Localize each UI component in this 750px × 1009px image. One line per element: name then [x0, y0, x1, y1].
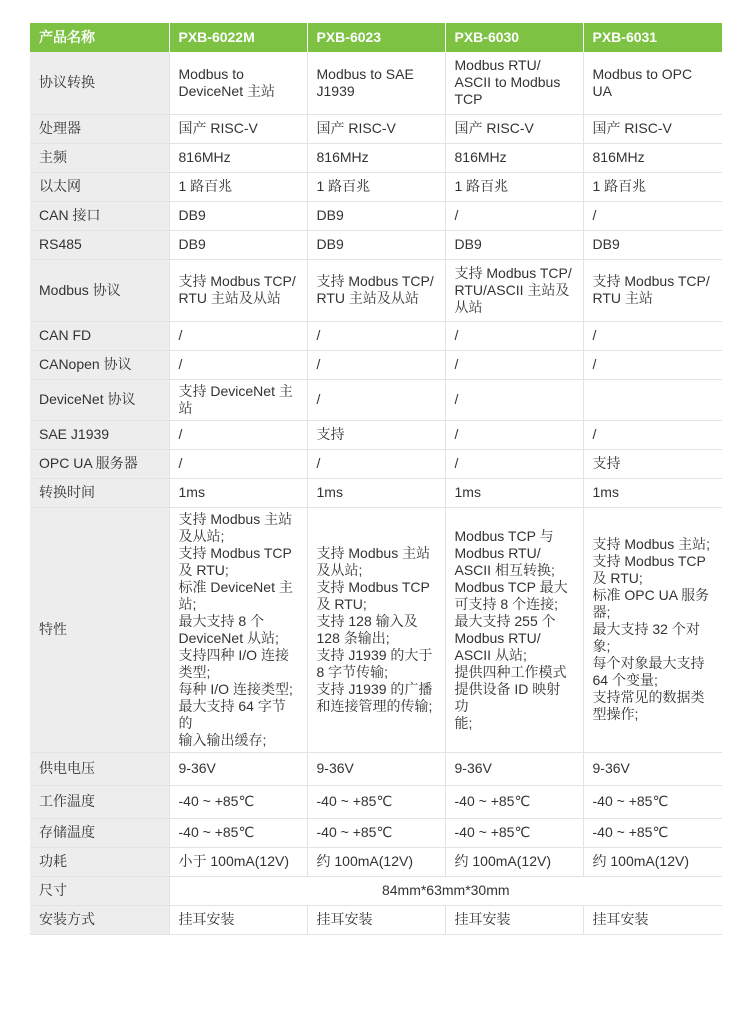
- merged-cell: 84mm*63mm*30mm: [169, 876, 722, 905]
- cell-pxb-6031: /: [583, 321, 722, 350]
- cell-pxb-6023: /: [307, 350, 445, 379]
- cell-pxb-6030: 1 路百兆: [445, 172, 583, 201]
- row-protocol-conversion: [30, 52, 722, 114]
- cell-pxb-6031: [583, 379, 722, 420]
- cell-pxb-6023: /: [307, 449, 445, 478]
- cell-pxb-6031: 约 100mA(12V): [583, 847, 722, 876]
- cell-pxb-6031: -40 ~ +85℃: [583, 785, 722, 818]
- row-ethernet: [30, 172, 722, 201]
- cell-pxb-6022m: 1 路百兆: [169, 172, 307, 201]
- row-features: [30, 507, 722, 752]
- cell-pxb-6031: 支持 Modbus 主站; 支持 Modbus TCP 及 RTU; 标准 OPC UA 服务 器; 最大支持 32 个对 象; 每个对象最大支持 64 个变量; 支持常见的数据类 型操作;: [583, 507, 722, 752]
- cell-pxb-6023: 1ms: [307, 478, 445, 507]
- row-opc-ua-server: [30, 449, 722, 478]
- row-can-interface: [30, 201, 722, 230]
- header-pxb-6022m: PXB-6022M: [169, 23, 307, 52]
- cell-pxb-6023: 挂耳安装: [307, 905, 445, 934]
- cell-pxb-6031: 支持: [583, 449, 722, 478]
- cell-pxb-6023: 约 100mA(12V): [307, 847, 445, 876]
- cell-pxb-6023: DB9: [307, 230, 445, 259]
- cell-pxb-6030: /: [445, 449, 583, 478]
- row-clock-frequency: [30, 143, 722, 172]
- cell-pxb-6022m: /: [169, 420, 307, 449]
- row-can-fd: [30, 321, 722, 350]
- cell-pxb-6022m: 小于 100mA(12V): [169, 847, 307, 876]
- row-processor: [30, 114, 722, 143]
- cell-pxb-6022m: Modbus to DeviceNet 主站: [169, 52, 307, 114]
- row-dimensions: [30, 876, 722, 905]
- cell-pxb-6030: -40 ~ +85℃: [445, 785, 583, 818]
- spec-table: [30, 23, 722, 935]
- row-mounting-method: [30, 905, 722, 934]
- row-label: CAN 接口: [30, 201, 169, 230]
- row-label: 以太网: [30, 172, 169, 201]
- row-label: 尺寸: [30, 876, 169, 905]
- row-supply-voltage: [30, 752, 722, 785]
- header-pxb-6023: PXB-6023: [307, 23, 445, 52]
- cell-pxb-6031: 1 路百兆: [583, 172, 722, 201]
- row-label: 供电电压: [30, 752, 169, 785]
- cell-pxb-6022m: -40 ~ +85℃: [169, 785, 307, 818]
- cell-pxb-6023: 支持 Modbus TCP/ RTU 主站及从站: [307, 259, 445, 321]
- cell-pxb-6022m: DB9: [169, 230, 307, 259]
- row-operating-temperature: [30, 785, 722, 818]
- header-pxb-6030: PXB-6030: [445, 23, 583, 52]
- cell-pxb-6031: 国产 RISC-V: [583, 114, 722, 143]
- cell-pxb-6023: 国产 RISC-V: [307, 114, 445, 143]
- cell-pxb-6023: DB9: [307, 201, 445, 230]
- cell-pxb-6023: 816MHz: [307, 143, 445, 172]
- row-canopen-protocol: [30, 350, 722, 379]
- row-label: 工作温度: [30, 785, 169, 818]
- cell-pxb-6023: -40 ~ +85℃: [307, 785, 445, 818]
- cell-pxb-6031: 支持 Modbus TCP/ RTU 主站: [583, 259, 722, 321]
- cell-pxb-6030: /: [445, 350, 583, 379]
- row-devicenet-protocol: [30, 379, 722, 420]
- cell-pxb-6023: -40 ~ +85℃: [307, 818, 445, 847]
- cell-pxb-6022m: 支持 DeviceNet 主站: [169, 379, 307, 420]
- cell-pxb-6030: /: [445, 201, 583, 230]
- row-label: OPC UA 服务器: [30, 449, 169, 478]
- row-label: 特性: [30, 507, 169, 752]
- cell-pxb-6030: /: [445, 420, 583, 449]
- cell-pxb-6030: DB9: [445, 230, 583, 259]
- cell-pxb-6030: 816MHz: [445, 143, 583, 172]
- header-product-name: 产品名称: [30, 23, 169, 52]
- cell-pxb-6022m: 挂耳安装: [169, 905, 307, 934]
- row-label: 主频: [30, 143, 169, 172]
- row-label: CANopen 协议: [30, 350, 169, 379]
- cell-pxb-6031: -40 ~ +85℃: [583, 818, 722, 847]
- row-storage-temperature: [30, 818, 722, 847]
- cell-pxb-6023: 支持: [307, 420, 445, 449]
- row-label: CAN FD: [30, 321, 169, 350]
- row-power-consumption: [30, 847, 722, 876]
- cell-pxb-6031: /: [583, 420, 722, 449]
- cell-pxb-6030: Modbus TCP 与 Modbus RTU/ ASCII 相互转换; Modbus TCP 最大 可支持 8 个连接; 最大支持 255 个 Modbus RTU/ ASCII 从站; 提供四种工作模式 提供设备 ID 映射功 能;: [445, 507, 583, 752]
- cell-pxb-6022m: 国产 RISC-V: [169, 114, 307, 143]
- cell-pxb-6030: /: [445, 379, 583, 420]
- cell-pxb-6030: 9-36V: [445, 752, 583, 785]
- cell-pxb-6031: 816MHz: [583, 143, 722, 172]
- cell-pxb-6031: 1ms: [583, 478, 722, 507]
- cell-pxb-6031: /: [583, 350, 722, 379]
- cell-pxb-6031: Modbus to OPC UA: [583, 52, 722, 114]
- cell-pxb-6022m: /: [169, 321, 307, 350]
- cell-pxb-6022m: 支持 Modbus 主站 及从站; 支持 Modbus TCP 及 RTU; 标准 DeviceNet 主 站; 最大支持 8 个 DeviceNet 从站; 支持四种 I/O 连接 类型; 每种 I/O 连接类型; 最大支持 64 字节的 输入输出缓存;: [169, 507, 307, 752]
- cell-pxb-6031: 挂耳安装: [583, 905, 722, 934]
- cell-pxb-6023: /: [307, 321, 445, 350]
- row-label: DeviceNet 协议: [30, 379, 169, 420]
- cell-pxb-6023: 1 路百兆: [307, 172, 445, 201]
- row-label: Modbus 协议: [30, 259, 169, 321]
- row-sae-j1939: [30, 420, 722, 449]
- spec-body: [30, 52, 722, 934]
- cell-pxb-6031: /: [583, 201, 722, 230]
- cell-pxb-6023: /: [307, 379, 445, 420]
- cell-pxb-6023: 支持 Modbus 主站 及从站; 支持 Modbus TCP 及 RTU; 支持 128 输入及 128 条输出; 支持 J1939 的大于 8 字节传输; 支持 J1939 的广播 和连接管理的传输;: [307, 507, 445, 752]
- cell-pxb-6022m: 支持 Modbus TCP/ RTU 主站及从站: [169, 259, 307, 321]
- cell-pxb-6022m: /: [169, 350, 307, 379]
- row-label: RS485: [30, 230, 169, 259]
- row-rs485: [30, 230, 722, 259]
- row-label: 转换时间: [30, 478, 169, 507]
- cell-pxb-6023: 9-36V: [307, 752, 445, 785]
- cell-pxb-6022m: 1ms: [169, 478, 307, 507]
- header-row: [30, 23, 722, 52]
- cell-pxb-6022m: -40 ~ +85℃: [169, 818, 307, 847]
- cell-pxb-6022m: DB9: [169, 201, 307, 230]
- cell-pxb-6031: DB9: [583, 230, 722, 259]
- row-label: 协议转换: [30, 52, 169, 114]
- row-label: 安装方式: [30, 905, 169, 934]
- cell-pxb-6030: /: [445, 321, 583, 350]
- cell-pxb-6030: 挂耳安装: [445, 905, 583, 934]
- row-conversion-time: [30, 478, 722, 507]
- row-modbus-protocol: [30, 259, 722, 321]
- cell-pxb-6030: 1ms: [445, 478, 583, 507]
- cell-pxb-6030: -40 ~ +85℃: [445, 818, 583, 847]
- cell-pxb-6030: 国产 RISC-V: [445, 114, 583, 143]
- cell-pxb-6023: Modbus to SAE J1939: [307, 52, 445, 114]
- row-label: SAE J1939: [30, 420, 169, 449]
- row-label: 存储温度: [30, 818, 169, 847]
- cell-pxb-6030: 支持 Modbus TCP/ RTU/ASCII 主站及 从站: [445, 259, 583, 321]
- cell-pxb-6030: 约 100mA(12V): [445, 847, 583, 876]
- cell-pxb-6031: 9-36V: [583, 752, 722, 785]
- cell-pxb-6022m: 9-36V: [169, 752, 307, 785]
- cell-pxb-6022m: 816MHz: [169, 143, 307, 172]
- cell-pxb-6022m: /: [169, 449, 307, 478]
- header-pxb-6031: PXB-6031: [583, 23, 722, 52]
- row-label: 功耗: [30, 847, 169, 876]
- row-label: 处理器: [30, 114, 169, 143]
- cell-pxb-6030: Modbus RTU/ ASCII to Modbus TCP: [445, 52, 583, 114]
